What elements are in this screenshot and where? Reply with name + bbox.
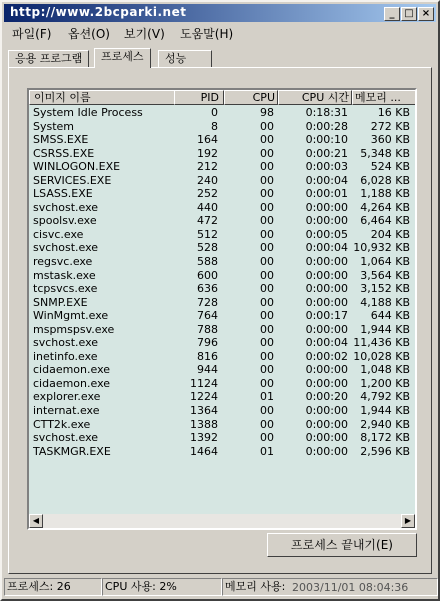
process-name: cidaemon.exe [33, 376, 111, 390]
menu-options[interactable]: 옵션(O) [68, 27, 110, 41]
process-pid: 0 [211, 106, 218, 119]
process-row[interactable] [29, 418, 415, 432]
status-processes: 프로세스: 26 [4, 578, 102, 596]
process-row[interactable] [29, 431, 415, 445]
process-row[interactable] [29, 404, 415, 418]
process-memory: 272 KB [370, 119, 410, 133]
process-row[interactable] [29, 228, 415, 242]
process-pid: 1124 [190, 376, 218, 390]
process-pid: 1388 [190, 417, 218, 431]
process-cpu: 00 [260, 295, 274, 309]
process-cpu: 00 [260, 160, 274, 174]
maximize-button[interactable]: □ [401, 7, 417, 21]
process-memory: 4,264 KB [360, 200, 410, 214]
process-pid: 588 [197, 255, 218, 269]
process-row[interactable] [29, 363, 415, 377]
menu-help[interactable]: 도움말(H) [180, 27, 234, 41]
process-cpu: 00 [260, 363, 274, 377]
process-memory: 6,464 KB [360, 214, 410, 228]
process-memory: 11,436 KB [353, 336, 410, 350]
process-name: SNMP.EXE [33, 295, 88, 309]
process-memory: 1,944 KB [360, 404, 410, 418]
process-pid: 816 [197, 349, 218, 363]
process-memory: 10,028 KB [353, 349, 410, 363]
process-cpu: 98 [260, 106, 274, 119]
process-name: SMSS.EXE [33, 133, 89, 147]
process-memory: 1,188 KB [360, 187, 410, 201]
process-row[interactable] [29, 106, 415, 120]
processes-panel [8, 67, 432, 574]
process-cpu-time: 0:00:05 [305, 227, 348, 241]
process-memory: 1,944 KB [360, 322, 410, 336]
process-memory: 4,188 KB [360, 295, 410, 309]
process-row[interactable] [29, 390, 415, 404]
process-name: inetinfo.exe [33, 349, 98, 363]
scroll-left-icon[interactable]: ◀ [29, 514, 43, 528]
process-cpu: 00 [260, 417, 274, 431]
tab-applications[interactable]: 응용 프로그램 [8, 50, 89, 68]
process-cpu: 00 [260, 431, 274, 445]
process-memory: 2,940 KB [360, 417, 410, 431]
process-name: WINLOGON.EXE [33, 160, 121, 174]
process-cpu-time: 0:00:00 [305, 417, 348, 431]
process-cpu: 00 [260, 173, 274, 187]
process-row[interactable] [29, 336, 415, 350]
process-name: LSASS.EXE [33, 187, 93, 201]
process-cpu-time: 0:00:04 [305, 173, 348, 187]
process-row[interactable] [29, 282, 415, 296]
process-pid: 1464 [190, 444, 218, 458]
process-memory: 1,048 KB [360, 363, 410, 377]
process-name: internat.exe [33, 404, 100, 418]
process-pid: 636 [197, 282, 218, 296]
process-cpu-time: 0:00:00 [305, 282, 348, 296]
process-row[interactable] [29, 377, 415, 391]
process-memory: 6,028 KB [360, 173, 410, 187]
process-name: explorer.exe [33, 390, 101, 404]
process-name: System [33, 119, 75, 133]
tab-performance[interactable]: 성능 [158, 50, 212, 68]
column-cpu[interactable]: CPU [224, 90, 278, 105]
close-button[interactable]: × [418, 7, 434, 21]
window-title: http://www.2bcparki.net [10, 5, 187, 19]
process-cpu: 00 [260, 349, 274, 363]
menu-bar [4, 24, 436, 42]
process-cpu-time: 0:00:00 [305, 200, 348, 214]
process-name: mstask.exe [33, 268, 96, 282]
process-memory: 8,172 KB [360, 431, 410, 445]
process-cpu-time: 0:00:03 [305, 160, 348, 174]
process-name: TASKMGR.EXE [33, 444, 111, 458]
process-pid: 764 [197, 309, 218, 323]
process-memory: 3,564 KB [360, 268, 410, 282]
process-row[interactable] [29, 350, 415, 364]
process-row[interactable] [29, 174, 415, 188]
process-cpu-time: 0:00:04 [305, 241, 348, 255]
process-memory: 3,152 KB [360, 282, 410, 296]
process-name: CSRSS.EXE [33, 146, 95, 160]
horizontal-scrollbar[interactable] [29, 514, 415, 528]
process-cpu-time: 0:00:00 [305, 363, 348, 377]
column-memory[interactable]: 메모리 ... [352, 90, 416, 105]
process-cpu: 01 [260, 390, 274, 404]
process-name: WinMgmt.exe [33, 309, 109, 323]
process-name: regsvc.exe [33, 255, 93, 269]
process-cpu: 00 [260, 200, 274, 214]
process-pid: 728 [197, 295, 218, 309]
process-cpu-time: 0:00:00 [305, 295, 348, 309]
process-name: mspmspsv.exe [33, 322, 115, 336]
process-name: CTT2k.exe [33, 417, 91, 431]
process-cpu-time: 0:00:00 [305, 431, 348, 445]
tab-processes[interactable]: 프로세스 [94, 48, 151, 68]
process-cpu: 01 [260, 444, 274, 458]
column-cpu-time[interactable]: CPU 시간 [278, 90, 352, 105]
process-cpu-time: 0:00:21 [305, 146, 348, 160]
process-cpu-time: 0:00:20 [305, 390, 348, 404]
process-cpu-time: 0:00:00 [305, 268, 348, 282]
process-memory: 4,792 KB [360, 390, 410, 404]
process-cpu: 00 [260, 309, 274, 323]
process-row[interactable] [29, 187, 415, 201]
process-memory: 1,064 KB [360, 255, 410, 269]
list-header [29, 90, 415, 105]
process-row[interactable] [29, 445, 415, 459]
process-cpu-time: 0:00:00 [305, 322, 348, 336]
process-pid: 1364 [190, 404, 218, 418]
process-row[interactable] [29, 133, 415, 147]
process-pid: 212 [197, 160, 218, 174]
process-pid: 8 [211, 119, 218, 133]
process-cpu-time: 0:00:28 [305, 119, 348, 133]
process-memory: 16 KB [377, 106, 410, 119]
process-cpu: 00 [260, 214, 274, 228]
scroll-right-icon[interactable]: ▶ [401, 514, 415, 528]
process-cpu-time: 0:18:31 [305, 106, 348, 119]
process-memory: 1,200 KB [360, 376, 410, 390]
status-memory-usage: 메모리 사용: [222, 578, 438, 596]
column-pid[interactable]: PID [174, 90, 224, 105]
process-cpu-time: 0:00:01 [305, 187, 348, 201]
process-cpu-time: 0:00:00 [305, 255, 348, 269]
process-memory: 2,596 KB [360, 444, 410, 458]
process-cpu: 00 [260, 336, 274, 350]
process-cpu-time: 0:00:17 [305, 309, 348, 323]
title-bar[interactable] [4, 4, 436, 22]
process-memory: 5,348 KB [360, 146, 410, 160]
process-row[interactable] [29, 214, 415, 228]
process-rows [29, 106, 415, 458]
process-name: spoolsv.exe [33, 214, 97, 228]
process-cpu: 00 [260, 187, 274, 201]
process-pid: 1392 [190, 431, 218, 445]
process-memory: 10,932 KB [353, 241, 410, 255]
process-cpu-time: 0:00:04 [305, 336, 348, 350]
process-memory: 524 KB [370, 160, 410, 174]
process-cpu-time: 0:00:00 [305, 214, 348, 228]
process-name: svchost.exe [33, 241, 99, 255]
process-row[interactable] [29, 201, 415, 215]
process-pid: 944 [197, 363, 218, 377]
process-pid: 252 [197, 187, 218, 201]
process-memory: 204 KB [370, 227, 410, 241]
process-row[interactable] [29, 241, 415, 255]
end-process-button[interactable]: 프로세스 끝내기(E) [267, 533, 417, 557]
process-cpu-time: 0:00:00 [305, 444, 348, 458]
minimize-button[interactable]: _ [384, 7, 400, 21]
process-pid: 164 [197, 133, 218, 147]
process-pid: 440 [197, 200, 218, 214]
timestamp-overlay: 2003/11/01 08:04:36 [292, 581, 409, 594]
process-cpu: 00 [260, 282, 274, 296]
process-name: cidaemon.exe [33, 363, 111, 377]
process-memory: 644 KB [370, 309, 410, 323]
process-pid: 512 [197, 227, 218, 241]
process-name: System Idle Process [33, 106, 143, 119]
process-row[interactable] [29, 296, 415, 310]
process-list[interactable] [27, 88, 417, 530]
process-cpu: 00 [260, 227, 274, 241]
process-cpu: 00 [260, 404, 274, 418]
process-cpu-time: 0:00:02 [305, 349, 348, 363]
process-row[interactable] [29, 120, 415, 134]
process-cpu: 00 [260, 376, 274, 390]
process-pid: 192 [197, 146, 218, 160]
process-pid: 528 [197, 241, 218, 255]
process-pid: 788 [197, 322, 218, 336]
process-cpu-time: 0:00:00 [305, 376, 348, 390]
process-row[interactable] [29, 255, 415, 269]
tab-strip [8, 48, 432, 68]
process-row[interactable] [29, 160, 415, 174]
process-memory: 360 KB [370, 133, 410, 147]
process-row[interactable] [29, 147, 415, 161]
process-cpu-time: 0:00:00 [305, 404, 348, 418]
process-name: svchost.exe [33, 200, 99, 214]
menu-view[interactable]: 보기(V) [124, 27, 165, 41]
process-name: cisvc.exe [33, 227, 84, 241]
process-name: tcpsvcs.exe [33, 282, 98, 296]
process-row[interactable] [29, 269, 415, 283]
process-cpu: 00 [260, 268, 274, 282]
process-pid: 1224 [190, 390, 218, 404]
column-image-name[interactable]: 이미지 이름 [29, 90, 175, 105]
menu-file[interactable]: 파일(F) [12, 27, 52, 41]
process-name: svchost.exe [33, 431, 99, 445]
process-row[interactable] [29, 323, 415, 337]
process-pid: 796 [197, 336, 218, 350]
process-pid: 600 [197, 268, 218, 282]
process-cpu-time: 0:00:10 [305, 133, 348, 147]
process-cpu: 00 [260, 322, 274, 336]
status-cpu-usage: CPU 사용: 2% [102, 578, 222, 596]
process-cpu: 00 [260, 133, 274, 147]
process-pid: 472 [197, 214, 218, 228]
process-cpu: 00 [260, 241, 274, 255]
process-cpu: 00 [260, 119, 274, 133]
process-name: SERVICES.EXE [33, 173, 112, 187]
process-cpu: 00 [260, 146, 274, 160]
process-name: svchost.exe [33, 336, 99, 350]
process-cpu: 00 [260, 255, 274, 269]
process-pid: 240 [197, 173, 218, 187]
process-row[interactable] [29, 309, 415, 323]
